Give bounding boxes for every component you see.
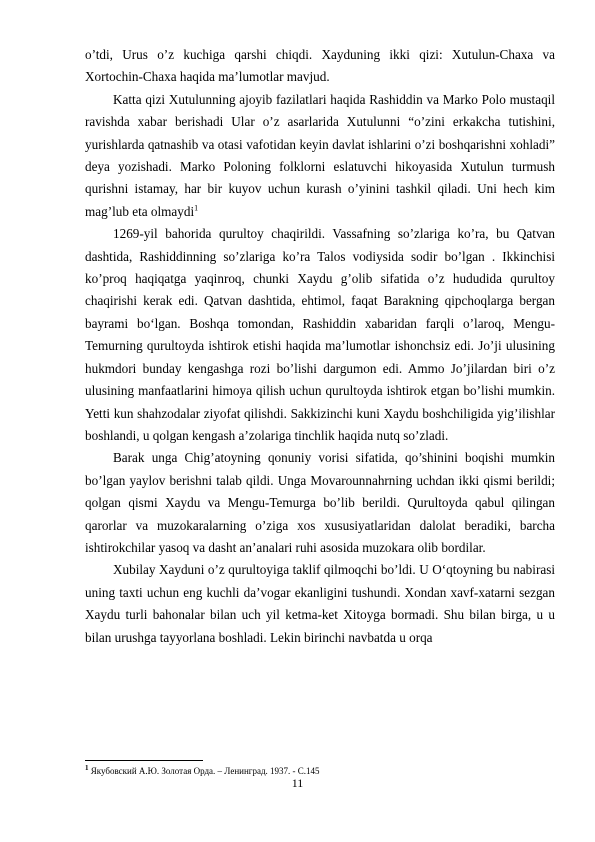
paragraph-text: o’tdi, Urus o’z kuchiga qarshi chiqdi. Xayduning ikki qizi: Xutulun-Chaxa va Xortochin-Chaxa haqida ma’lumotlar mavjud.: [85, 47, 555, 85]
footnote-number: 1: [85, 764, 89, 772]
paragraph-text: Xubilay Xayduni o’z qurultoyiga taklif qilmoqchi bo’ldi. U O‘qtoyning bu nabirasi uning taxti uchun eng kuchli da’vogar ekanligini tushundi. Xondan xavf-xatarni sezgan Xaydu turli bahonalar bilan uch yil ketma-ket Xitoyga bormadi. Shu bilan birga, u u bilan urushga tayyorlana boshladi. Lekin birinchi navbatda u orqa: [85, 562, 555, 645]
paragraph-3: [85, 223, 555, 447]
footnote: [85, 762, 555, 777]
paragraph-text: Katta qizi Xutulunning ajoyib fazilatlari haqida Rashiddin va Marko Polo mustaqil ravishda xabar berishadi Ular o’z asarlarida Xutulunni “o’zini erkakcha tutishini, yurishlarda qatnashib va otasi vafotidan keyin davlat ishlarini o’zi boshqarishni xohladi” deya yozishadi. Marko Poloning folklorni eslatuvchi hikoyasida Xutulun turmush qurishni istamay, har bir kuyov uchun kurash o’yinini tashkil qiladi. Uni hech kim mag’lub eta olmaydi: [85, 91, 555, 219]
paragraph-5: [85, 559, 555, 649]
paragraph-2: [85, 89, 555, 223]
footnote-reference[interactable]: 1: [194, 203, 199, 213]
footnote-separator: [85, 760, 203, 761]
paragraph-text: 1269-yil bahorida qurultoy chaqirildi. Vassafning so’zlariga ko’ra, bu Qatvan dashtida, Rashiddinning so’zlariga ko’ra Talos vodiysida sodir bo’lgan . Ikkinchisi ko’proq haqiqatga yaqinroq, chunki Xaydu g’olib sifatida o’z hududida qurultoy chaqirishi kerak edi. Qatvan dashtida, ehtimol, faqat Barakning qipchoqlarga bergan bayrami bo‘lgan. Boshqa tomondan, Rashiddin xabaridan farqli o’laroq, Mengu-Temurning qurultoyda ishtirok etishi haqida ma’lumotlar ishonchsiz edi. Jo’ji ulusining hukmdori bunday kengashga rozi bo’lishi dargumon edi. Ammo Jo’jilardan biri o’z ulusining manfaatlarini himoya qilish uchun qurultoyda ishtirok etgan bo’lishi mumkin. Yetti kun shahzodalar ziyofat qilishdi. Sakkizinchi kuni Xaydu boshchiligida yig’ilishlar boshlandi, u qolgan kengash a’zolariga tinchlik haqida nutq so’zladi.: [85, 226, 555, 443]
page-number: 11: [291, 776, 304, 790]
paragraph-4: [85, 447, 555, 559]
footnote-text: Якубовский А.Ю. Золотая Орда. – Ленинград. 1937. - С.145: [90, 766, 320, 776]
document-body: [85, 44, 555, 649]
paragraph-text: Barak unga Chig’atoyning qonuniy vorisi sifatida, qo’shinini boqishi mumkin bo’lgan yaylov berishni talab qildi. Unga Movarounnahrning uchdan ikki qismi berildi; qolgan qismi Xaydu va Mengu-Temurga bo’lib berildi. Qurultoyda qabul qilingan qarorlar va muzokaralarning o’ziga xos xususiyatlaridan dalolat beradiki, barcha ishtirokchilar yasoq va dasht an’analari ruhi asosida muzokara olib bordilar.: [85, 450, 555, 555]
paragraph-1: [85, 44, 555, 89]
